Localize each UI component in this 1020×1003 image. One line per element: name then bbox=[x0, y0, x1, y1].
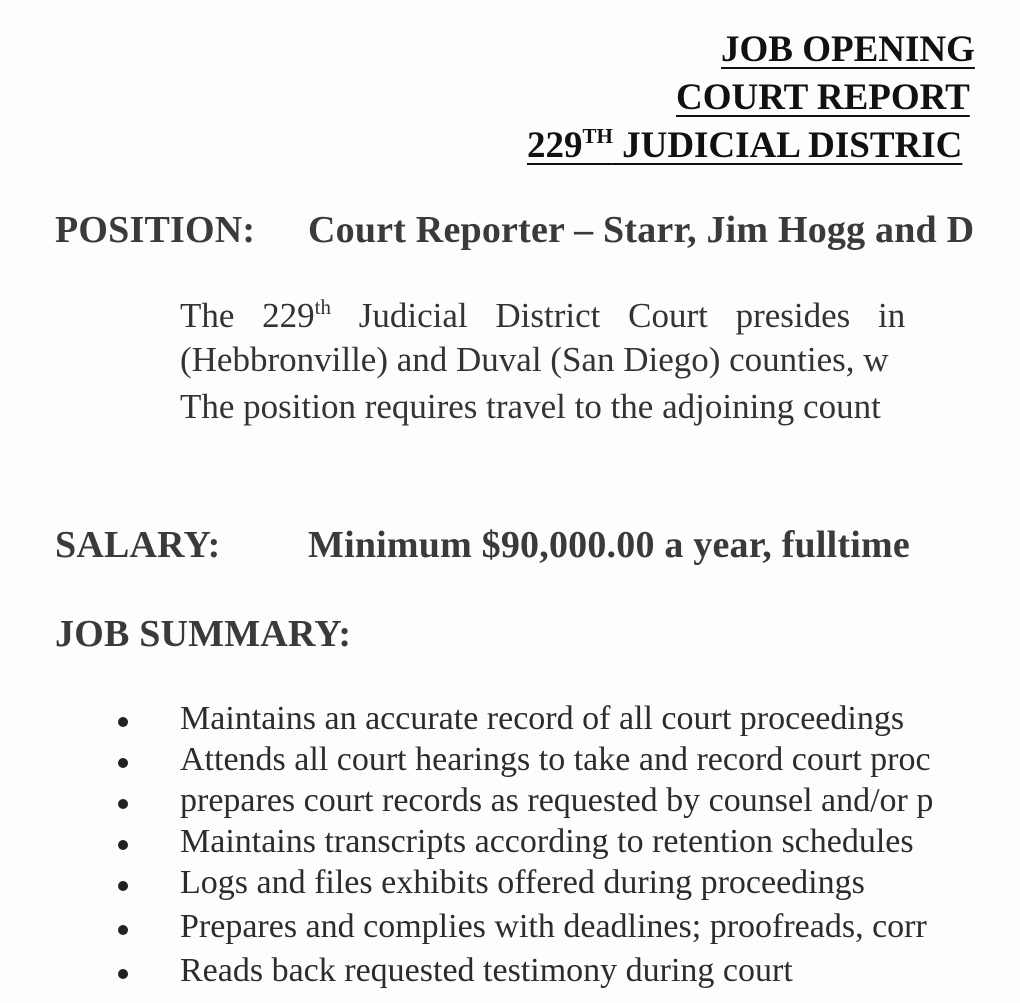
salary-value: Minimum $90,000.00 a year, fulltime bbox=[308, 524, 910, 566]
description-line-1 bbox=[180, 296, 905, 336]
description-line-3: The position requires travel to the adjoining count bbox=[180, 387, 881, 426]
list-item: Maintains an accurate record of all court proceedings bbox=[180, 700, 905, 737]
title-court-reporter: COURT REPORT bbox=[676, 77, 970, 118]
job-summary-label: JOB SUMMARY: bbox=[55, 613, 352, 655]
title-district-rest: JUDICIAL DISTRIC bbox=[612, 125, 963, 166]
description-line-1-rest: Judicial District Court presides in bbox=[331, 296, 906, 335]
bullet-icon bbox=[118, 969, 128, 979]
description-line-1-start: The 229 bbox=[180, 296, 315, 335]
bullet-icon bbox=[118, 840, 128, 850]
title-judicial-district bbox=[527, 124, 962, 167]
list-item: Prepares and complies with deadlines; proofreads, corr bbox=[180, 908, 927, 945]
description-ordinal-suffix: th bbox=[314, 295, 332, 319]
bullet-icon bbox=[118, 925, 128, 935]
list-item: Reads back requested testimony during court bbox=[180, 952, 793, 989]
bullet-icon bbox=[118, 717, 128, 727]
title-job-opening: JOB OPENING bbox=[721, 29, 975, 70]
description-line-2: (Hebbronville) and Duval (San Diego) counties, w bbox=[180, 340, 889, 379]
list-item: prepares court records as requested by counsel and/or p bbox=[180, 782, 934, 819]
salary-label: SALARY: bbox=[55, 524, 221, 566]
title-district-number: 229 bbox=[527, 125, 583, 166]
bullet-icon bbox=[118, 758, 128, 768]
position-label: POSITION: bbox=[55, 209, 256, 251]
position-value: Court Reporter – Starr, Jim Hogg and D bbox=[308, 209, 975, 251]
bullet-icon bbox=[118, 799, 128, 809]
title-district-suffix: TH bbox=[582, 124, 613, 148]
list-item: Maintains transcripts according to retention schedules bbox=[180, 823, 914, 860]
list-item: Logs and files exhibits offered during proceedings bbox=[180, 864, 865, 901]
bullet-icon bbox=[118, 881, 128, 891]
list-item: Attends all court hearings to take and record court proc bbox=[180, 741, 931, 778]
